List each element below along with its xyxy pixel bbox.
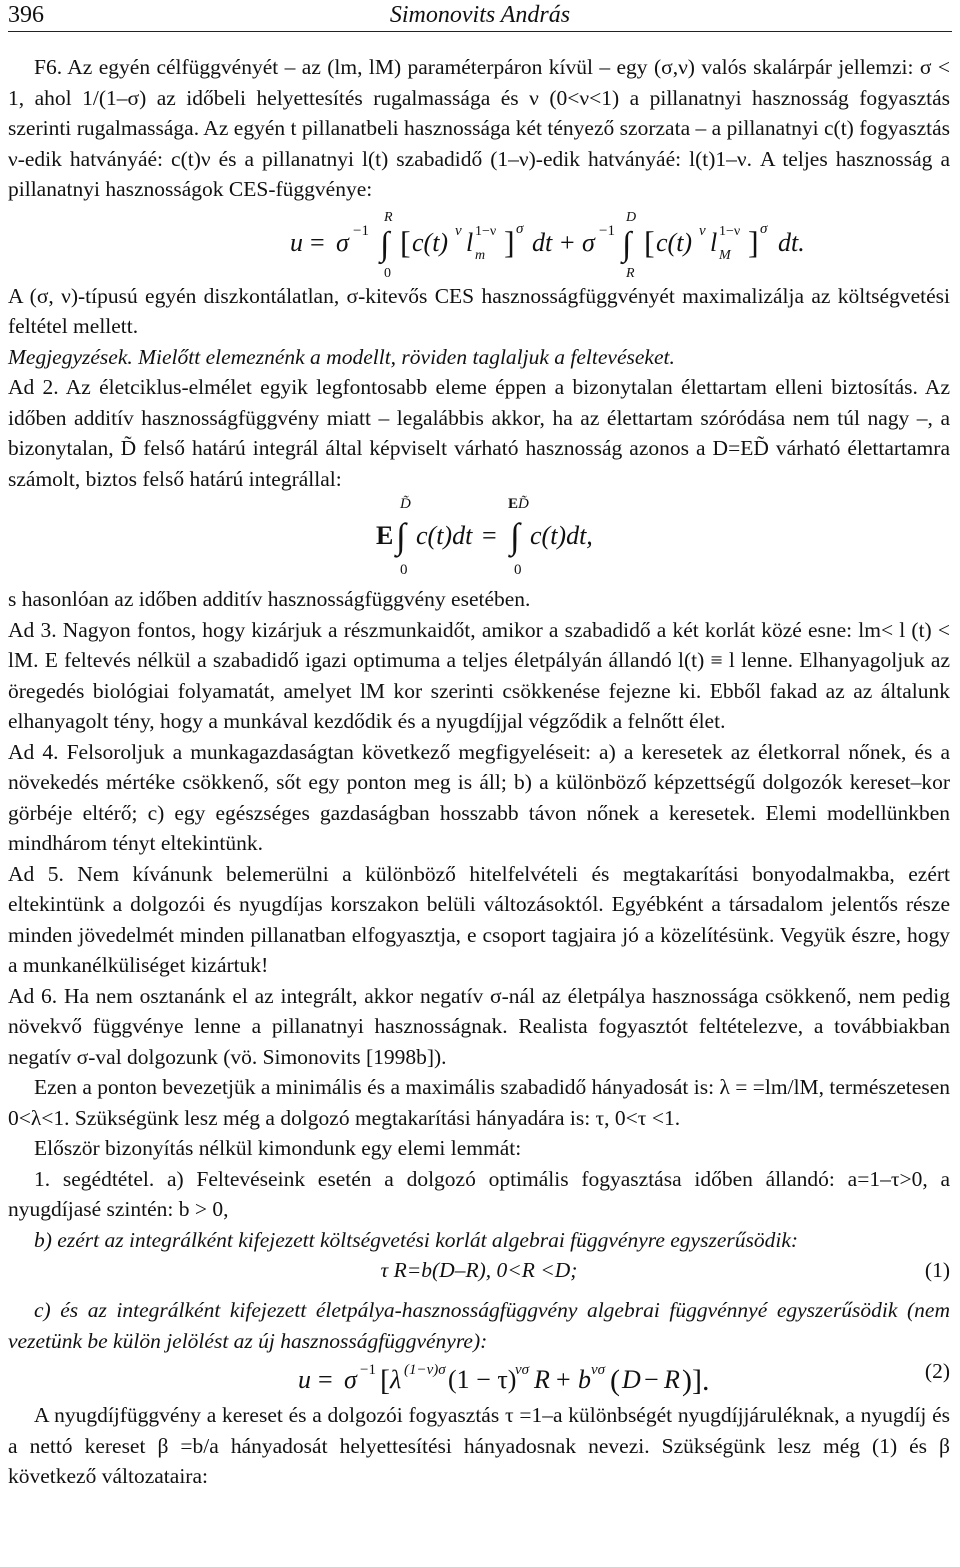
- svg-text:R: R: [534, 1365, 550, 1394]
- svg-text:λ: λ: [390, 1365, 402, 1394]
- svg-text:]: ]: [504, 223, 515, 260]
- svg-text:0: 0: [400, 562, 408, 578]
- svg-text:[: [: [400, 223, 411, 260]
- paragraph-lemma-b: b) ezért az integrálként kifejezett költségvetési korlát algebrai függvényre egyszerűsödik:: [34, 1227, 799, 1252]
- svg-text:D̃: D̃: [400, 496, 411, 512]
- svg-text:∫: ∫: [622, 225, 632, 263]
- svg-text:R: R: [626, 265, 635, 281]
- svg-text:M: M: [719, 247, 731, 263]
- svg-text:=: =: [482, 521, 497, 550]
- page-header: [8, 0, 952, 40]
- equation-expected-svg: [8, 494, 950, 584]
- svg-text:∫: ∫: [380, 225, 390, 263]
- page-body: [8, 52, 950, 1492]
- svg-text:): ): [682, 1364, 692, 1397]
- paragraph-remarks: Megjegyzések. Mielőtt elemeznénk a modellt, röviden taglaljuk a feltevéseket.: [8, 344, 675, 369]
- svg-text:σ: σ: [344, 1365, 357, 1394]
- svg-text:E: E: [376, 521, 394, 550]
- svg-text:=: =: [310, 227, 325, 257]
- svg-text:dt.: dt.: [778, 227, 805, 257]
- paragraph-ad5: Ad 5. Nem kívánunk belemerülni a különböző hitelfelvételi és megtakarítási bonyodalmakba, ezért eltekintünk a dolgozói és nyugdíjas korszakon belüli változásoktól. Egyébként a társadalom jelentős része minden jövedelmét minden pillanatban elfogyasztja, e csoport tagjaira jó a közelítésünk. Vegyük észre, hogy a munkanélküliséget kizártuk!: [8, 861, 950, 977]
- svg-text:σ: σ: [336, 227, 349, 257]
- svg-text:σ: σ: [760, 220, 768, 237]
- svg-text:σ: σ: [516, 220, 524, 237]
- svg-text:].: ].: [692, 1364, 710, 1397]
- paragraph-after-equation: A (σ, ν)-típusú egyén diszkontálatlan, σ-kitevős CES hasznosságfüggvényét maximalizálja az költségvetési feltétel mellett.: [8, 283, 950, 338]
- svg-text:c(t)dt: c(t)dt: [416, 521, 473, 550]
- paragraph-ad6: Ad 6. Ha nem osztanánk el az integrált, akkor negatív σ-nál az életpálya hasznossága csökkenő, nem pedig növekvő függvénye lenne a pillanatnyi hasznosságnak. Realista fogyasztót feltételezve, a továbbiakban negatív σ-val dolgozunk (vö. Simonovits [1998b]).: [8, 983, 950, 1069]
- svg-text:ν: ν: [455, 222, 462, 239]
- svg-text:[: [: [644, 223, 655, 260]
- svg-text:−: −: [644, 1365, 659, 1394]
- page-number: 396: [8, 2, 44, 28]
- paragraph-ad3: Ad 3. Nagyon fontos, hogy kizárjuk a részmunkaidőt, amikor a szabadidő a két korlát közé esne: lm< l (t) < lM. E feltevés nélkül a szabadidő igazi optimuma a teljes életpályán állandó l(t) ≡ l lenne. Elhanyagoljuk az öregedés biológiai folyamatát, amelyet lM kor szerinti csökkenése fejezne ki. Ebből fakad az az általunk elhanyagolt tény, hogy a munkával kezdődik és a nyugdíjjal végződik a felnőtt élet.: [8, 617, 950, 733]
- svg-text:u: u: [298, 1365, 311, 1394]
- paragraph-ad2: Ad 2. Az életciklus-elmélet egyik legfontosabb eleme éppen a bizonytalan élettartam elleni biztosítás. Az időben additív hasznosságfüggvény miatt – legalábbis akkor, ha az élettartam szóródása nem túl nagy –, a bizonytalan, D̃ felső határú integrál által képviselt várható hasznosság azonos a D=ED̃ várható élettartamra számolt, biztos felső határú integrállal:: [8, 375, 950, 491]
- svg-text:D: D: [626, 209, 637, 225]
- equation-1: [8, 1255, 950, 1295]
- paragraph-final: A nyugdíjfüggvény a kereset és a dolgozói fogyasztás τ =1–a különbségét nyugdíjjáruléknak, a nyugdíj és a nettó kereset β =b/a hányadosát helyettesítési hányadosnak nevezi. Szükségünk lesz még (1) és β következő változataira:: [8, 1403, 950, 1488]
- paragraph-lambda: Ezen a ponton bevezetjük a minimális és a maximális szabadidő hányadosát is: λ = =lm/lM, természetesen 0<λ<1. Szükségünk lesz még a dolgozó megtakarítási hányadára is: τ, 0<τ <1.: [8, 1075, 950, 1130]
- svg-text:∫: ∫: [396, 516, 406, 556]
- svg-text:D: D: [622, 1365, 641, 1394]
- equation-1-number: (1): [924, 1258, 950, 1282]
- svg-text:0: 0: [384, 265, 391, 281]
- equation-2-number: (2): [924, 1359, 950, 1383]
- svg-text:∫: ∫: [510, 516, 520, 556]
- svg-text:=: =: [318, 1365, 333, 1394]
- svg-text:E: E: [508, 496, 519, 512]
- svg-text:]: ]: [748, 223, 759, 260]
- svg-text:(1 − τ): (1 − τ): [448, 1365, 517, 1394]
- paragraph-lemma-c: c) és az integrálként kifejezett életpálya-hasznosságfüggvény algebrai függvénnyé egyszerűsödik (nem vezetünk be külön jelölést az új hasznosságfüggvényre):: [8, 1298, 950, 1353]
- svg-text:b: b: [578, 1365, 591, 1394]
- equation-2-svg: [8, 1356, 950, 1400]
- svg-text:+: +: [556, 1365, 571, 1394]
- svg-text:−1: −1: [353, 222, 369, 239]
- svg-text:l: l: [466, 227, 474, 257]
- svg-text:c(t): c(t): [412, 227, 449, 257]
- svg-text:c(t)dt,: c(t)dt,: [530, 521, 593, 550]
- svg-text:(: (: [610, 1364, 620, 1397]
- svg-text:(1−ν)σ: (1−ν)σ: [404, 1362, 446, 1378]
- svg-text:σ: σ: [582, 227, 595, 257]
- svg-text:u: u: [290, 227, 303, 257]
- svg-text:m: m: [475, 247, 486, 263]
- svg-text:c(t): c(t): [656, 227, 693, 257]
- paragraph-ad4: Ad 4. Felsoroljuk a munkagazdaságtan következő megfigyeléseit: a) a keresetek az életkorral nőnek, és a növekedés mértéke csökkenő, sőt egy ponton meg is áll; b) a különböző képzettségű dolgozók kereset–kor görbéje eltérő; c) egy egészséges gazdaságban hosszabb távon nőnek a keresetek. Elemi modellünkben mindhárom tényt eltekintünk.: [8, 739, 950, 855]
- paragraph-after-equation-2: s hasonlóan az időben additív hasznosságfüggvény esetében.: [8, 587, 531, 611]
- equation-expected-lifetime: [8, 494, 950, 584]
- paragraph-lemma-a: 1. segédtétel. a) Feltevéseink esetén a dolgozó optimális fogyasztása időben állandó: a=1–τ>0, a nyugdíjasé szintén: b > 0,: [8, 1166, 950, 1221]
- svg-text:+: +: [560, 227, 575, 257]
- svg-text:−1: −1: [599, 222, 615, 239]
- svg-text:l: l: [710, 227, 718, 257]
- svg-text:1−ν: 1−ν: [475, 223, 497, 239]
- equation-ces-svg: [8, 205, 950, 281]
- svg-text:D̃: D̃: [518, 496, 529, 512]
- equation-1-body: τ R=b(D–R), 0<R <D;: [380, 1258, 578, 1282]
- svg-text:R: R: [664, 1365, 680, 1394]
- svg-text:0: 0: [514, 562, 522, 578]
- svg-text:−1: −1: [360, 1362, 376, 1378]
- svg-text:νσ: νσ: [515, 1362, 530, 1378]
- svg-text:1−ν: 1−ν: [719, 223, 741, 239]
- running-title: Simonovits András: [389, 2, 571, 28]
- equation-ces-utility: [8, 205, 950, 281]
- svg-text:νσ: νσ: [591, 1362, 606, 1378]
- svg-text:ν: ν: [699, 222, 706, 239]
- svg-text:R: R: [384, 209, 393, 225]
- equation-2: [8, 1356, 950, 1400]
- svg-text:dt: dt: [532, 227, 553, 257]
- paragraph-first: Először bizonyítás nélkül kimondunk egy elemi lemmát:: [34, 1136, 522, 1160]
- header-rule: [8, 31, 952, 32]
- paragraph-f6: F6. Az egyén célfüggvényét – az (lm, lM) paraméterpáron kívül – egy (σ,ν) valós skalárpár jellemzi: σ < 1, ahol 1/(1–σ) az időbeli helyettesítés rugalmassága és ν (0<ν<1) a pillanatnyi hasznosság fogyasztás szerinti rugalmassága. Az egyén t pillanatbeli hasznossága két tényező szorzata – a pillanatnyi c(t) fogyasztás ν-edik hatványáé: c(t)ν és a pillanatnyi l(t) szabadidő (1–ν)-edik hatványáé: l(t)1–ν. A teljes hasznosság a pillanatnyi hasznosságok CES-függvénye:: [8, 55, 950, 201]
- svg-text:[: [: [380, 1364, 390, 1397]
